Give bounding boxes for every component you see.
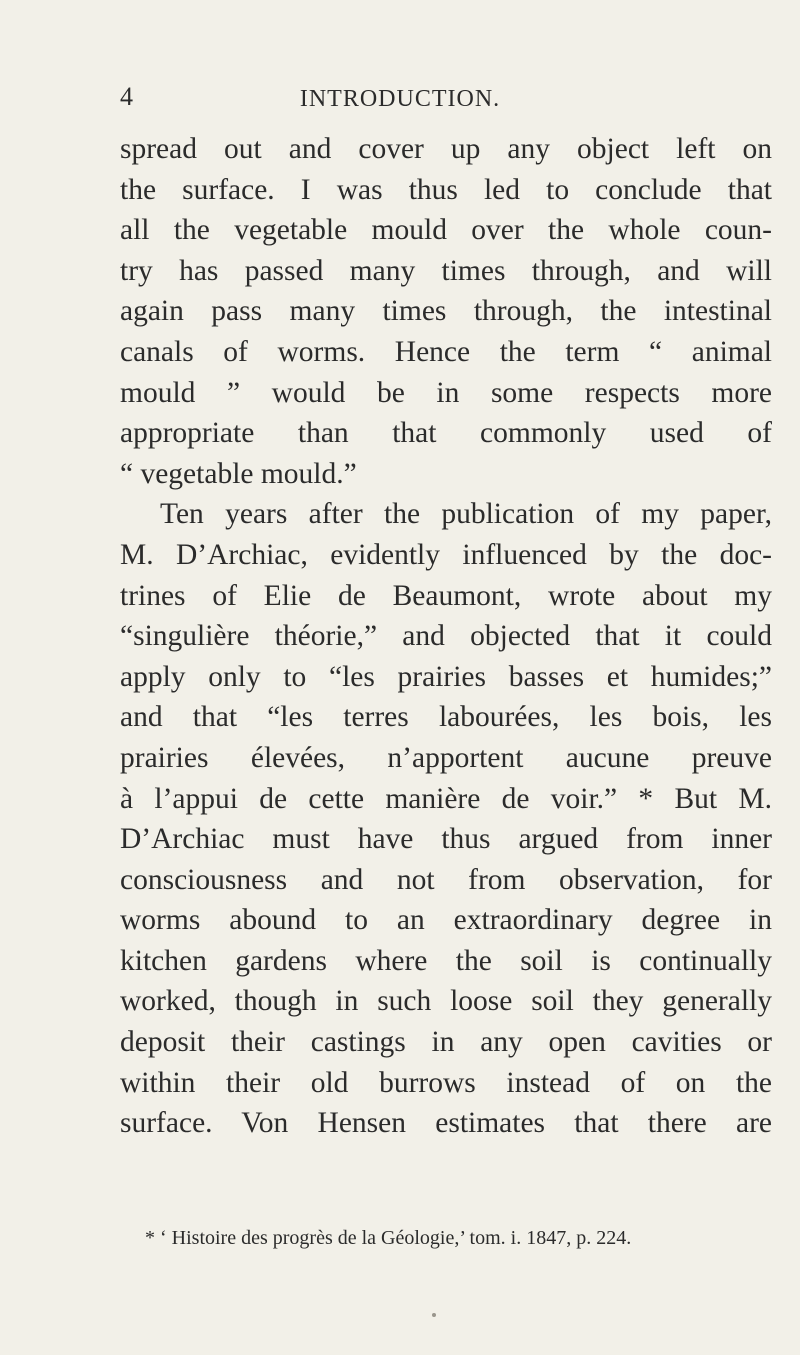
text-line: all the vegetable mould over the whole coun- (120, 214, 772, 247)
text-line: the surface. I was thus led to conclude that (120, 173, 772, 206)
text-line: again pass many times through, the intestinal (120, 295, 772, 328)
text-line: worms abound to an extraordinary degree in (120, 904, 772, 937)
text-line: prairies élevées, n’apportent aucune preuve (120, 741, 772, 774)
text-line: mould ” would be in some respects more (120, 376, 772, 409)
text-line: canals of worms. Hence the term “ animal (120, 335, 772, 368)
footnote: * ‘ Histoire des progrès de la Géologie,’ tom. i. 1847, p. 224. (145, 1227, 632, 1249)
text-line: try has passed many times through, and will (120, 254, 772, 287)
text-line: kitchen gardens where the soil is continually (120, 944, 772, 977)
text-line: consciousness and not from observation, for (120, 863, 772, 896)
text-line: worked, though in such loose soil they generally (120, 985, 772, 1018)
text-line: “singulière théorie,” and objected that it could (120, 620, 772, 653)
text-line: surface. Von Hensen estimates that there are (120, 1107, 772, 1140)
text-line: deposit their castings in any open cavities or (120, 1026, 772, 1059)
text-line: à l’appui de cette manière de voir.” * But M. (120, 782, 772, 815)
body-text (120, 129, 772, 1144)
text-line: D’Archiac must have thus argued from inner (120, 823, 772, 856)
text-line: trines of Elie de Beaumont, wrote about my (120, 579, 772, 612)
paragraph-start-line: Ten years after the publication of my paper, (160, 498, 772, 531)
text-line: apply only to “les prairies basses et humides;” (120, 660, 772, 693)
paragraph-end-line: “ vegetable mould.” (120, 457, 357, 490)
text-line: within their old burrows instead of on the (120, 1066, 772, 1099)
text-line: appropriate than that commonly used of (120, 417, 772, 450)
running-head: INTRODUCTION. (299, 86, 501, 112)
text-line: and that “les terres labourées, les bois, les (120, 701, 772, 734)
page-number: 4 (120, 82, 133, 111)
text-line: spread out and cover up any object left on (120, 133, 772, 165)
text-line: M. D’Archiac, evidently influenced by the doc- (120, 538, 772, 571)
paper-speck (432, 1313, 436, 1317)
